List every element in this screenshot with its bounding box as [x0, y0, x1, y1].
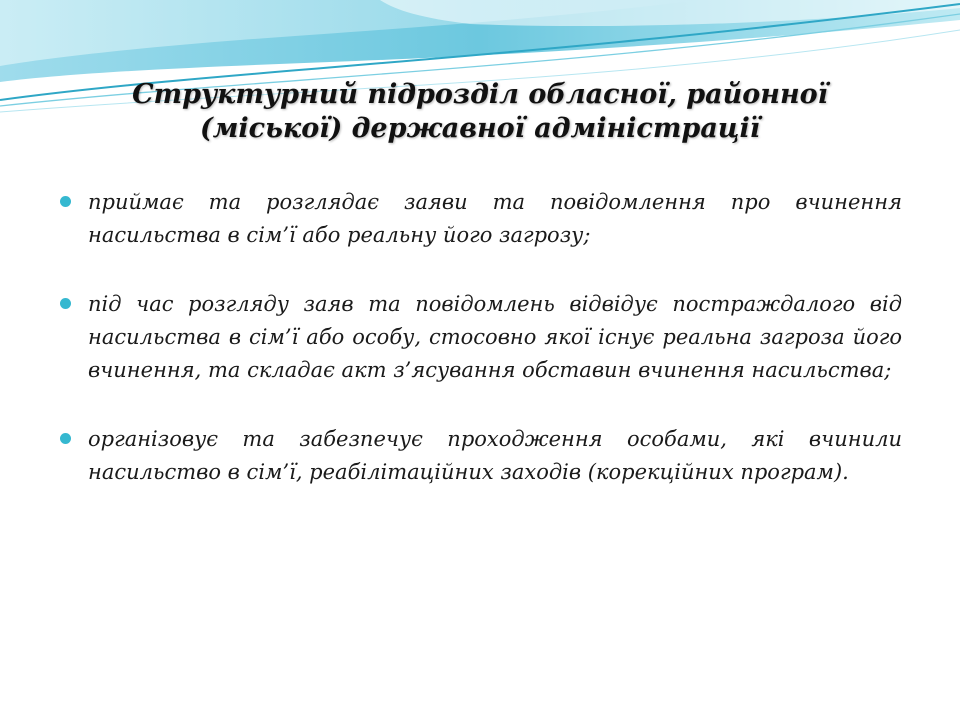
- bullet-text: під час розгляду заяв та повідомлень відвідує постраждалого від насильства в сім’ї або особу, стосовно якої існує реальна загроза його вчинення, та складає акт з’ясування обставин вчинення насильства;: [88, 292, 902, 382]
- bullet-item: [60, 423, 902, 489]
- slide-title-line-2: (міської) державної адміністрації: [199, 113, 761, 144]
- bullet-dot-icon: [60, 433, 71, 444]
- slide-title-line-1: Структурний підрозділ обласної, районної: [132, 79, 828, 110]
- bullet-item: [60, 288, 902, 387]
- bullet-dot-icon: [60, 196, 71, 207]
- bullet-text: приймає та розглядає заяви та повідомлення про вчинення насильства в сім’ї або реальну його загрозу;: [88, 190, 902, 247]
- bullet-item: [60, 186, 902, 252]
- bullet-text: організовує та забезпечує проходження особами, які вчинили насильство в сім’ї, реабілітаційних заходів (корекційних програм).: [88, 427, 902, 484]
- bullet-dot-icon: [60, 298, 71, 309]
- bullet-list: [60, 186, 902, 489]
- slide-title: [60, 78, 900, 146]
